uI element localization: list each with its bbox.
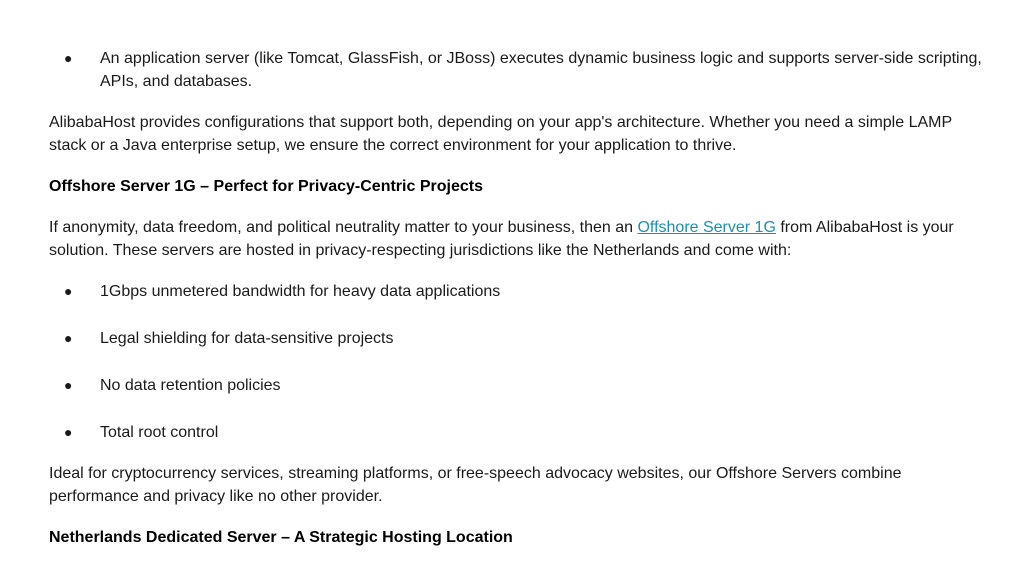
paragraph-alibaba-configurations: AlibabaHost provides configurations that support both, depending on your app's architecture. Whether you need a simple LAMP stack or a Java enterprise setup, we ensure the correct environment for your application to thrive. — [49, 114, 952, 154]
list-item-text: 1Gbps unmetered bandwidth for heavy data applications — [100, 283, 501, 300]
list-item-feature — [0, 280, 1024, 303]
list-item-feature — [0, 421, 1024, 444]
list-item-app-server — [0, 47, 1024, 93]
list-item-feature — [0, 374, 1024, 397]
bullet-icon: ● — [64, 424, 73, 440]
section-heading-offshore: Offshore Server 1G – Perfect for Privacy-Centric Projects — [49, 178, 483, 195]
list-item-text: Total root control — [100, 424, 219, 441]
list-item-text: An application server (like Tomcat, GlassFish, or JBoss) executes dynamic business logic and supports server-side scripting, APIs, and databases. — [100, 50, 982, 90]
list-item-text: Legal shielding for data-sensitive projects — [100, 330, 394, 347]
list-item-feature — [0, 327, 1024, 350]
paragraph-offshore-intro — [49, 216, 979, 262]
section-heading-netherlands: Netherlands Dedicated Server – A Strategic Hosting Location — [49, 529, 513, 546]
bullet-icon: ● — [64, 330, 73, 346]
bullet-icon: ● — [64, 50, 73, 66]
paragraph-text-before-link: If anonymity, data freedom, and political neutrality matter to your business, then an — [49, 219, 638, 236]
offshore-server-1g-link[interactable]: Offshore Server 1G — [637, 219, 776, 236]
bullet-icon: ● — [64, 283, 73, 299]
list-item-text: No data retention policies — [100, 377, 281, 394]
paragraph-ideal-use-cases: Ideal for cryptocurrency services, streaming platforms, or free-speech advocacy websites, our Offshore Servers combine performance and privacy like no other provider. — [49, 465, 902, 505]
paragraph-text-after-link: from AlibabaHost is your solution. These servers are hosted in privacy-respecting jurisdictions like the Netherlands and come with: — [49, 219, 954, 259]
bullet-icon: ● — [64, 377, 73, 393]
